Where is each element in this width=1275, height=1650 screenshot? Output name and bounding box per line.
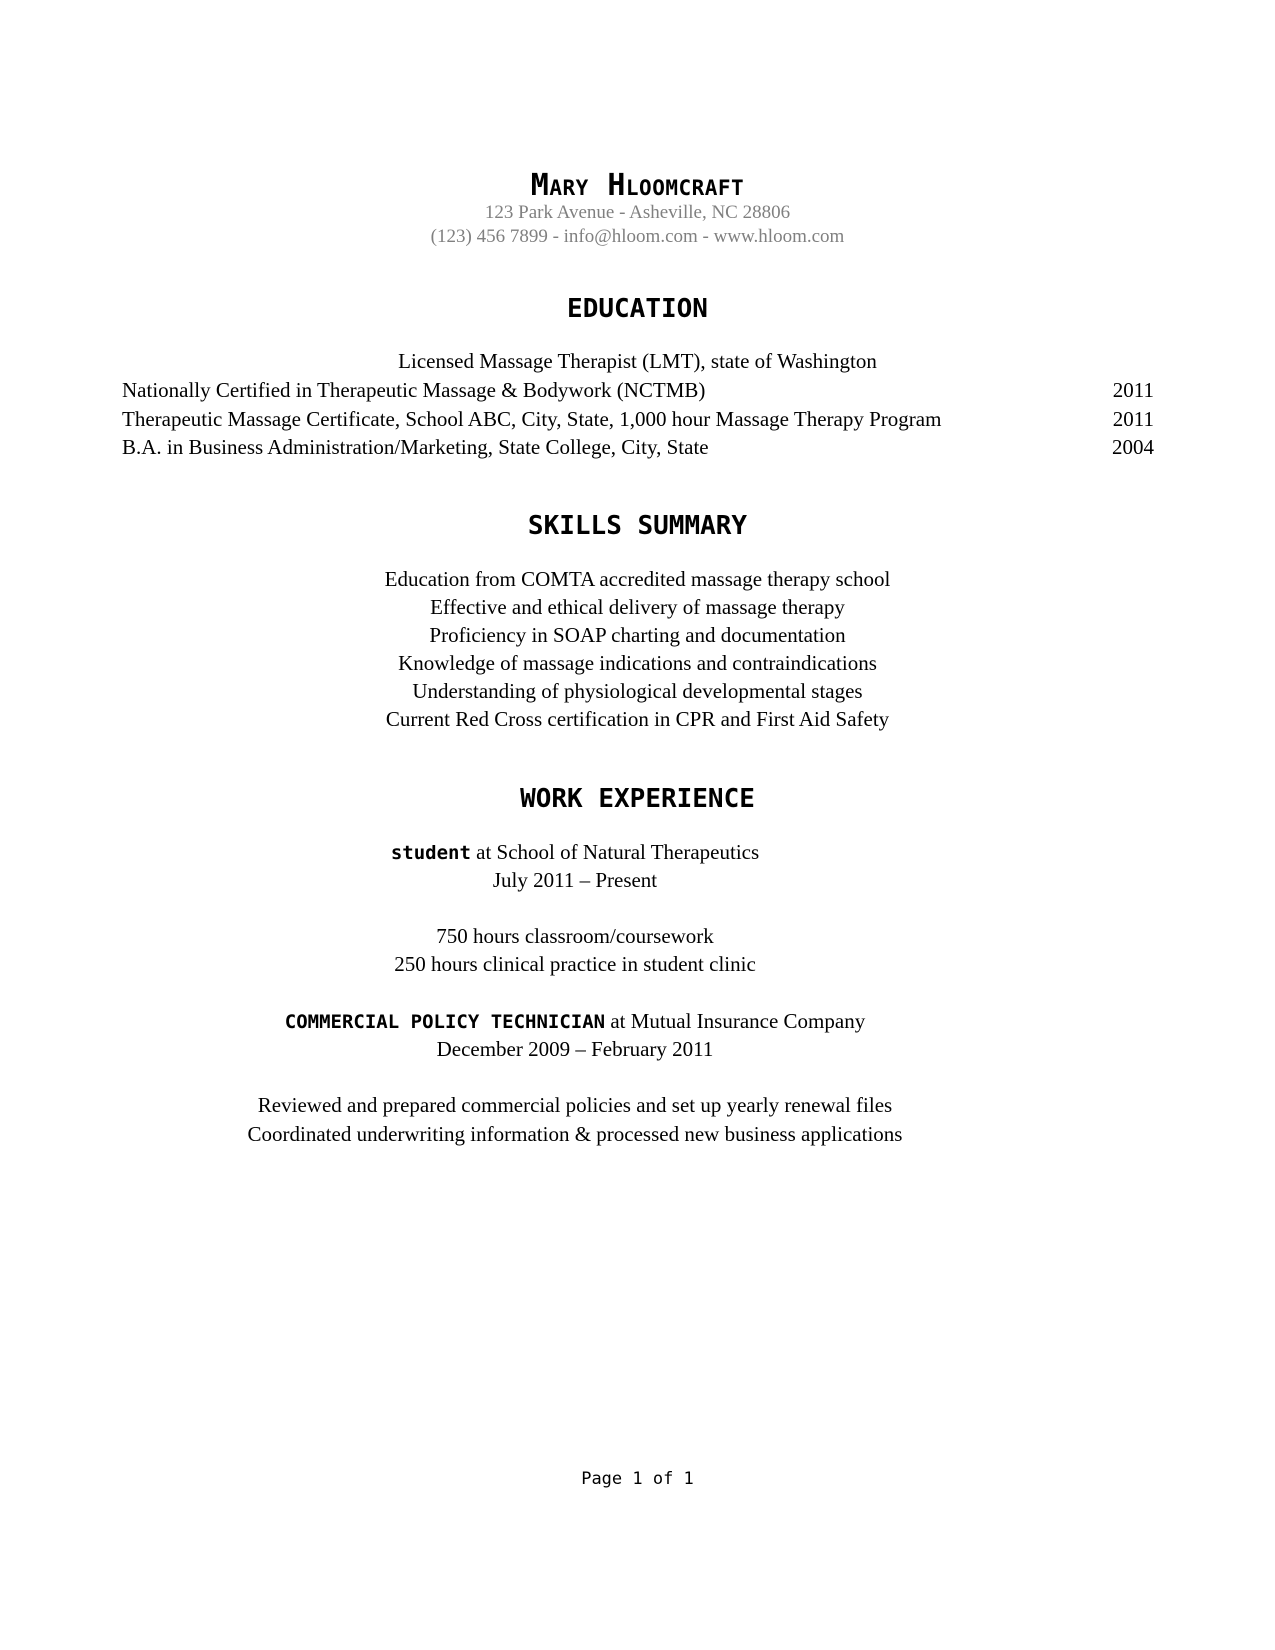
job-duty: Reviewed and prepared commercial policies and set up yearly renewal files <box>257 1093 893 1117</box>
candidate-name: Mary Hloomcraft <box>530 168 745 203</box>
skills-heading: SKILLS SUMMARY <box>527 511 748 541</box>
job-employer: at School of Natural Therapeutics <box>470 840 760 864</box>
separator: - <box>697 226 714 247</box>
email-address: info@hloom.com <box>563 226 698 247</box>
contact-line <box>0 226 1275 248</box>
education-item-text: Therapeutic Massage Certificate, School ABC, City, State, 1,000 hour Massage Therapy Program <box>122 407 942 431</box>
job-header <box>0 838 1150 867</box>
education-item-year: 2011 <box>1112 378 1154 402</box>
skill-item: Knowledge of massage indications and contraindications <box>398 651 877 675</box>
website-url: www.hloom.com <box>713 226 845 247</box>
job-dates: July 2011 – Present <box>492 868 658 892</box>
job-employer: at Mutual Insurance Company <box>605 1009 866 1033</box>
skill-item: Education from COMTA accredited massage therapy school <box>384 567 891 591</box>
separator: - <box>547 226 564 247</box>
education-item-year: 2011 <box>1112 407 1154 431</box>
education-item-text: B.A. in Business Administration/Marketing, State College, City, State <box>122 435 709 459</box>
education-item <box>122 433 1154 461</box>
skill-item: Current Red Cross certification in CPR and First Aid Safety <box>385 707 890 731</box>
education-item-year: 2004 <box>1112 435 1154 459</box>
job-duty: 250 hours clinical practice in student clinic <box>394 952 756 976</box>
job-duty: 750 hours classroom/coursework <box>436 924 714 948</box>
education-heading: EDUCATION <box>567 294 708 324</box>
education-item <box>122 376 1154 404</box>
phone-number: (123) 456 7899 <box>430 226 548 247</box>
education-item <box>122 405 1154 433</box>
page-number: Page 1 of 1 <box>581 1469 694 1489</box>
job-duty: Coordinated underwriting information & processed new business applications <box>247 1122 903 1146</box>
job-dates: December 2009 – February 2011 <box>436 1037 714 1061</box>
job-title: COMMERCIAL POLICY TECHNICIAN <box>284 1011 606 1033</box>
license-line: Licensed Massage Therapist (LMT), state of Washington <box>398 349 877 373</box>
job-header <box>0 1007 1150 1036</box>
skill-item: Proficiency in SOAP charting and documentation <box>429 623 846 647</box>
education-item-text: Nationally Certified in Therapeutic Massage & Bodywork (NCTMB) <box>122 378 706 402</box>
address-line: 123 Park Avenue - Asheville, NC 28806 <box>484 202 791 223</box>
work-heading: WORK EXPERIENCE <box>520 784 755 814</box>
job-title: student <box>390 842 471 864</box>
skill-item: Effective and ethical delivery of massage therapy <box>430 595 845 619</box>
skill-item: Understanding of physiological developmental stages <box>412 679 863 703</box>
